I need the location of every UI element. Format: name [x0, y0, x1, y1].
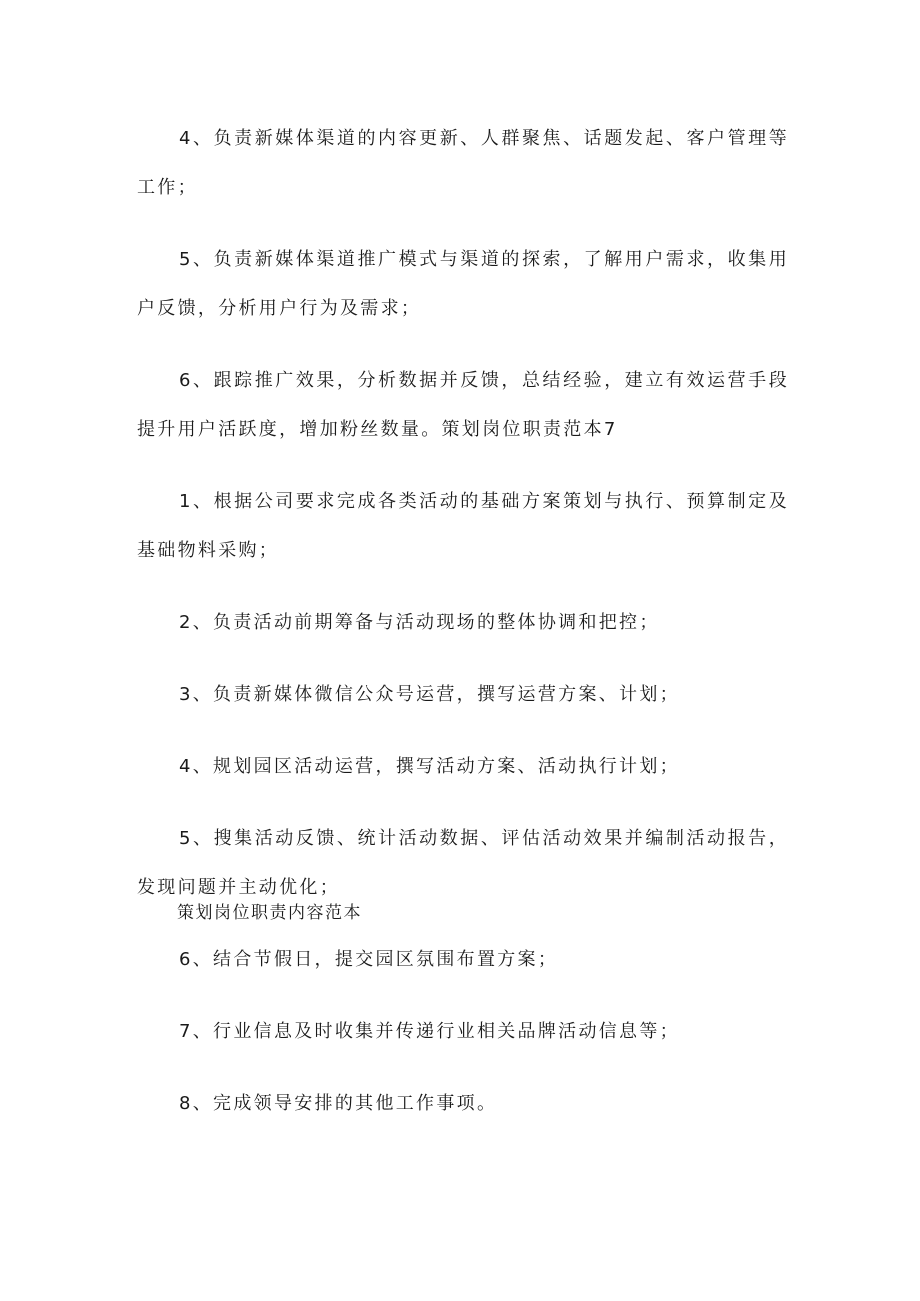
paragraph-activity-coordination: 2、负责活动前期筹备与活动现场的整体协调和把控； [179, 612, 660, 633]
paragraph-new-media-content: 4、负责新媒体渠道的内容更新、人群聚焦、话题发起、客户管理等工作； [137, 128, 789, 198]
paragraph-industry-info: 7、行业信息及时收集并传递行业相关品牌活动信息等； [179, 1021, 680, 1042]
paragraph-activity-planning: 1、根据公司要求完成各类活动的基础方案策划与执行、预算制定及基础物料采购； [137, 491, 789, 561]
paragraph-new-media-promotion: 5、负责新媒体渠道推广模式与渠道的探索，了解用户需求，收集用户反馈，分析用户行为及需求； [137, 249, 789, 319]
footer-title: 策划岗位职责内容范本 [177, 903, 362, 923]
paragraph-holiday-decoration: 6、结合节假日，提交园区氛围布置方案； [179, 949, 559, 970]
paragraph-track-promotion: 6、跟踪推广效果，分析数据并反馈，总结经验，建立有效运营手段提升用户活跃度，增加粉丝数量。策划岗位职责范本7 [137, 370, 789, 440]
paragraph-park-activity: 4、规划园区活动运营，撰写活动方案、活动执行计划； [179, 756, 680, 777]
paragraph-other-tasks: 8、完成领导安排的其他工作事项。 [179, 1093, 498, 1114]
document-body [137, 114, 789, 1128]
paragraph-activity-feedback: 5、搜集活动反馈、统计活动数据、评估活动效果并编制活动报告，发现问题并主动优化； [137, 828, 789, 898]
paragraph-wechat-operation: 3、负责新媒体微信公众号运营，撰写运营方案、计划； [179, 684, 680, 705]
